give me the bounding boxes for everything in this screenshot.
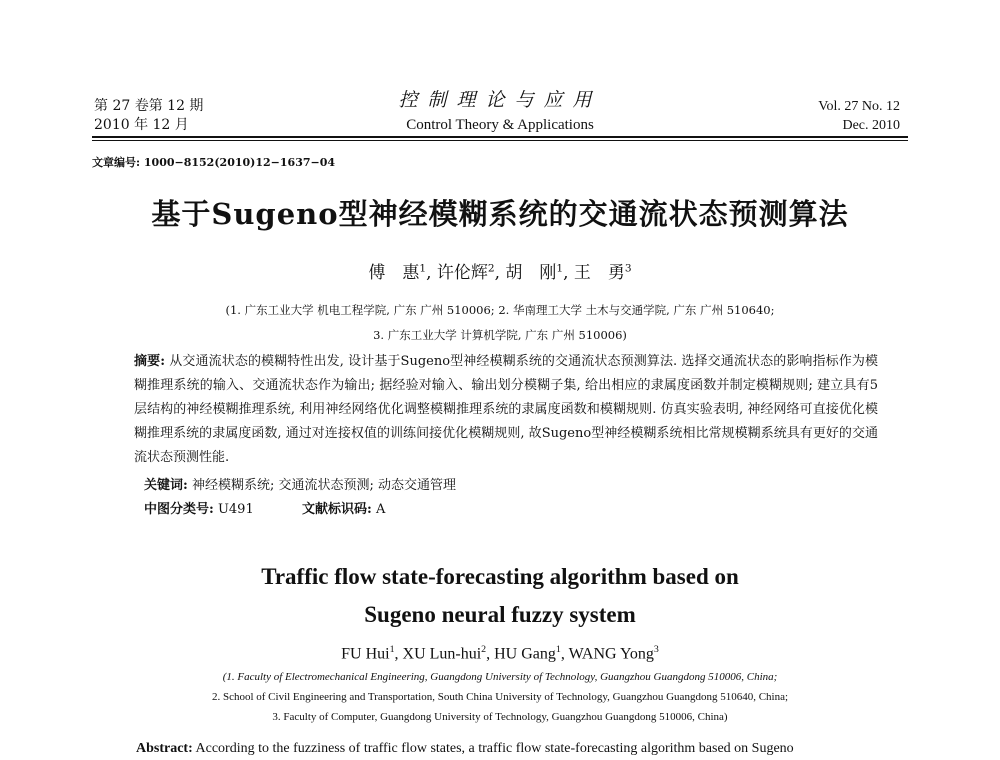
author-sup: 1 xyxy=(389,644,395,655)
keywords-cn xyxy=(144,474,456,493)
abstract-en-label: Abstract: xyxy=(136,741,193,756)
author-sup: 2 xyxy=(481,644,487,655)
volume-issue-cn: 第 27 卷第 12 期 xyxy=(94,98,204,114)
author-sup: 1 xyxy=(555,644,561,655)
abstract-cn-label: 摘要: xyxy=(134,354,166,369)
header-center xyxy=(340,88,660,135)
abstract-cn-text: 从交通流状态的模糊特性出发, 设计基于Sugeno型神经模糊系统的交通流状态预测算法. 选择交通流状态的影响指标作为模糊推理系统的输入、交通流状态作为输出; 据经验对输入、输出划分模糊子集, 给出相应的隶属度函数并制定模糊规则; 建立具有5层结构的神经模糊推理系统, 利用神经网络优化调整模糊推理系统的隶属度函数和模糊规则. 仿真实验表明, 神经网络可直接优化模糊推理系统的隶属度函数, 通过对连接权值的训练间接优化模糊规则, 故Sugeno型神经模糊系统相比常规模糊系统具有更好的交通流状态预测性能. xyxy=(134,354,878,465)
authors-en xyxy=(0,644,1000,663)
author-sup: 3 xyxy=(624,262,632,275)
doc-code-value: A xyxy=(375,502,386,517)
date-cn: 2010 年 12 月 xyxy=(94,117,189,133)
author-sup: 2 xyxy=(487,262,495,275)
affiliation-cn-line: (1. 广东工业大学 机电工程学院, 广东 广州 510006; 2. 华南理工大学 土木与交通学院, 广东 广州 510640; xyxy=(225,303,775,317)
journal-title-en: Control Theory & Applications xyxy=(406,117,594,133)
title-en-line: Sugeno neural fuzzy system xyxy=(364,602,636,627)
author-sep: , xyxy=(486,645,495,663)
header-rule-thin xyxy=(92,140,908,141)
author-en: HU Gang xyxy=(494,645,556,663)
keywords-label: 关键词: xyxy=(144,478,188,493)
author-en: FU Hui xyxy=(341,645,390,663)
clc-label: 中图分类号: xyxy=(144,502,214,517)
author-cn: 胡 刚 xyxy=(505,263,557,283)
volume-issue-en: Vol. 27 No. 12 xyxy=(818,99,900,114)
author-en: XU Lun-hui xyxy=(402,645,482,663)
header-rule-thick xyxy=(92,136,908,138)
abstract-cn xyxy=(134,350,878,470)
author-sup: 1 xyxy=(419,262,427,275)
affiliation-en-line: (1. Faculty of Electromechanical Engineering, Guangdong University of Technology, Guangzhou Guangdong 510006, China; xyxy=(222,671,778,683)
author-sep: , xyxy=(394,645,403,663)
title-en xyxy=(0,558,1000,634)
journal-title-cn: 控制理论与应用 xyxy=(398,89,602,111)
author-sup: 3 xyxy=(653,644,659,655)
abstract-en-text: According to the fuzziness of traffic flow states, a traffic flow state-forecasting algorithm based on Sugeno xyxy=(195,741,794,756)
author-sep: , xyxy=(560,645,569,663)
authors-cn: 傅 惠$^1$, 许伦辉$^2$, 胡 刚$^1$, 王 勇$^3$ xyxy=(368,262,632,283)
clc-value: U491 xyxy=(217,502,254,517)
header-left xyxy=(94,97,203,135)
affiliations-cn xyxy=(0,298,1000,348)
doc-code-label: 文献标识码: xyxy=(302,502,372,517)
date-en: Dec. 2010 xyxy=(842,118,900,133)
classification xyxy=(144,498,385,517)
author-cn: 许伦辉 xyxy=(436,263,488,283)
affiliation-cn-line: 3. 广东工业大学 计算机学院, 广东 广州 510006) xyxy=(373,328,627,342)
abstract-en xyxy=(136,740,896,758)
article-number: 文章编号: 1000−8152(2010)12−1637−04 xyxy=(92,156,336,169)
author-cn: 傅 惠 xyxy=(368,263,420,283)
keywords-text: 神经模糊系统; 交通流状态预测; 动态交通管理 xyxy=(191,478,456,493)
affiliations-en xyxy=(0,667,1000,727)
author-cn: 王 勇 xyxy=(573,263,625,283)
affiliation-en-line: 3. Faculty of Computer, Guangdong University of Technology, Guangzhou Guangdong 510006, China) xyxy=(272,711,728,723)
title-en-line: Traffic flow state-forecasting algorithm based on xyxy=(261,564,739,589)
affiliation-en-line: 2. School of Civil Engineering and Transportation, South China University of Technology, Guangzhou Guangdong 510640, China; xyxy=(211,691,789,703)
author-sup: 1 xyxy=(556,262,564,275)
header-right xyxy=(818,97,900,135)
author-en: WANG Yong xyxy=(568,645,654,663)
title-cn: 基于Sugeno型神经模糊系统的交通流状态预测算法 xyxy=(151,197,849,231)
